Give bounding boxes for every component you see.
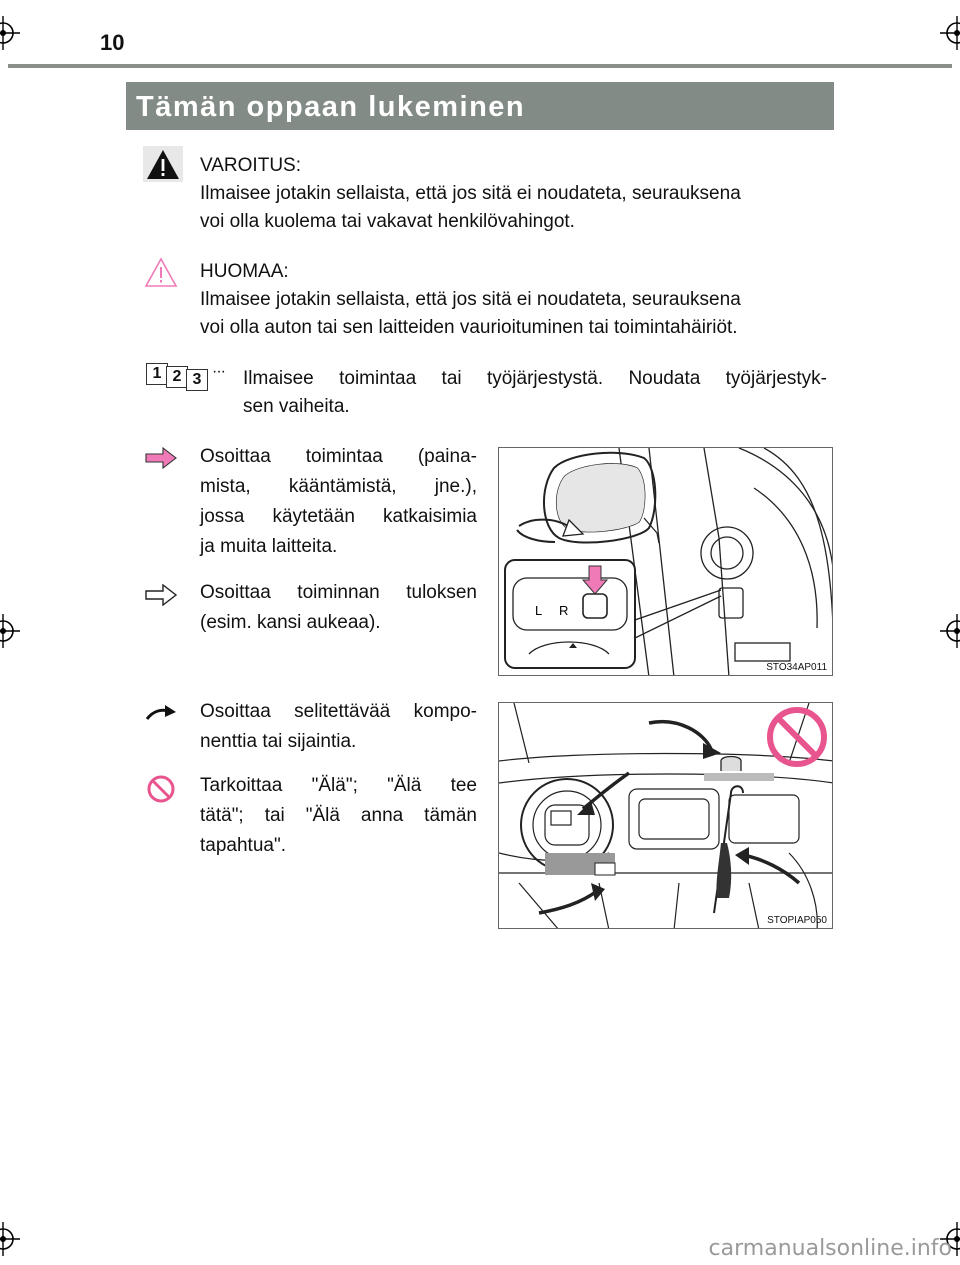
operation-paragraph: [200, 442, 477, 562]
mirror-switch-left-label: L: [535, 603, 543, 618]
mirror-adjust-illustration: [499, 448, 833, 676]
footer-watermark-url: carmanualsonline.info: [708, 1236, 952, 1261]
mirror-figure-label: STO34AP011: [766, 662, 827, 673]
warning-line-2: voi olla kuolema tai vakavat henkilövahingot.: [200, 211, 575, 232]
registration-mark-mid-left: [0, 614, 20, 648]
result-paragraph: [200, 578, 477, 638]
steps-ellipsis: ···: [212, 363, 225, 380]
top-rule: [8, 64, 952, 68]
operation-line-3: jossa käytetään katkaisimia: [200, 506, 477, 527]
warning-heading: VAROITUS:: [200, 155, 301, 176]
prohibited-paragraph: [200, 771, 477, 861]
notice-line-2: voi olla auton tai sen laitteiden vaurioituminen tai toimintahäiriöt.: [200, 317, 738, 338]
result-line-2: (esim. kansi aukeaa).: [200, 612, 381, 633]
prohibited-line-3: tapahtua".: [200, 835, 286, 856]
result-line-1: Osoittaa toiminnan tuloksen: [200, 582, 477, 603]
outline-arrow-icon: [145, 584, 177, 606]
dashboard-figure: [498, 702, 833, 929]
component-line-1: Osoittaa selitettävää kompo-: [200, 701, 477, 722]
operation-line-2: mista, kääntämistä, jne.),: [200, 476, 477, 497]
page-title: Tämän oppaan lukeminen: [136, 91, 526, 123]
warning-paragraph: [200, 152, 830, 236]
operation-line-1: Osoittaa toimintaa (paina-: [200, 446, 477, 467]
step-badges: [146, 363, 216, 391]
notice-heading: HUOMAA:: [200, 261, 289, 282]
mirror-adjust-figure: [498, 447, 833, 676]
registration-mark-top-right: [940, 16, 960, 50]
step-badge-1: 1: [146, 363, 168, 385]
prohibited-line-1: Tarkoittaa "Älä"; "Älä tee: [200, 775, 477, 796]
registration-mark-bottom-left: [0, 1222, 20, 1256]
registration-mark-mid-right: [940, 614, 960, 648]
dashboard-illustration: [499, 703, 833, 929]
prohibition-icon: [146, 774, 176, 804]
step-badge-2: 2: [166, 366, 188, 388]
steps-line-1: Ilmaisee toimintaa tai työjärjestystä. Noudata työjärjestyk-: [243, 368, 827, 389]
warning-line-1: Ilmaisee jotakin sellaista, että jos sitä ei noudateta, seurauksena: [200, 183, 741, 204]
page-number: 10: [100, 30, 125, 55]
section-banner: [126, 82, 834, 130]
notice-outline-triangle-icon: [143, 256, 179, 289]
component-paragraph: [200, 697, 477, 757]
dashboard-figure-label: STOPIAP050: [767, 915, 827, 926]
component-line-2: nenttia tai sijaintia.: [200, 731, 357, 752]
step-badge-3: 3: [186, 369, 208, 391]
mirror-switch-right-label: R: [559, 603, 569, 618]
curved-pointer-arrow-icon: [145, 703, 177, 721]
registration-mark-top-left: [0, 16, 20, 50]
pink-arrow-icon: [145, 447, 177, 469]
prohibited-line-2: tätä"; tai "Älä anna tämän: [200, 805, 477, 826]
steps-paragraph: [243, 365, 827, 421]
notice-line-1: Ilmaisee jotakin sellaista, että jos sitä ei noudateta, seurauksena: [200, 289, 741, 310]
notice-paragraph: [200, 258, 830, 342]
warning-filled-triangle-icon: [143, 146, 183, 182]
operation-line-4: ja muita laitteita.: [200, 536, 338, 557]
steps-line-2: sen vaiheita.: [243, 396, 350, 417]
